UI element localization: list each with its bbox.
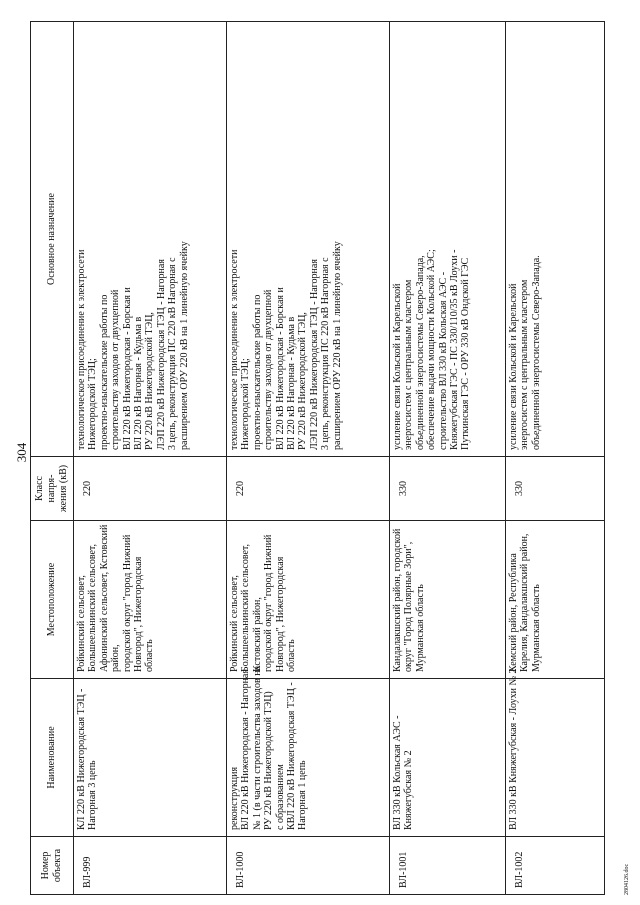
object-name-line: Нагорная 3 цепь: [87, 760, 99, 830]
object-purpose-line: расширением ОРУ 220 кВ на 1 линейную ячейку: [178, 241, 190, 450]
object-purpose-line: 3 цепь, реконструкция ПС 220 кВ Нагорная с: [167, 257, 179, 450]
object-name-line: РУ 220 кВ Нижегородской ТЭЦ): [263, 691, 275, 830]
object-location-line: Ройкинский сельсовет,: [229, 575, 240, 672]
page-number: 304: [14, 442, 29, 463]
object-name-line: реконструкция: [229, 766, 240, 830]
object-purpose-line: ВЛ 220 кВ Нижегородская - Борская и: [121, 287, 133, 450]
object-purpose-line: ВЛ 220 кВ Нагорная - Кудьма в: [133, 316, 145, 450]
object-voltage: 220: [74, 457, 227, 521]
object-location-line: Мурманская область: [414, 584, 426, 672]
header-voltage: Класс напря- жения (кВ): [31, 457, 74, 521]
object-purpose-line: технологическое присоединение к электросети: [229, 249, 240, 450]
object-purpose-line: Путкинская ГЭС - ОРУ 330 кВ Ондской ГЭС: [460, 257, 472, 450]
object-location-line: Карелия, Кандалакшский район,: [519, 533, 531, 672]
table-row: [74, 22, 227, 895]
object-purpose: [506, 22, 605, 457]
object-voltage: 330: [390, 457, 506, 521]
object-purpose-line: расширением ОРУ 220 кВ на 1 линейную ячейку: [331, 241, 343, 450]
object-name-line: Княжегубская № 2: [403, 750, 415, 830]
object-purpose-line: технологическое присоединение к электросети: [76, 249, 87, 450]
object-purpose-line: строительству заходов от двухцепной: [263, 289, 275, 450]
object-location-line: городской округ "город Нижний: [263, 534, 275, 672]
object-purpose-line: 3 цепь, реконструкция ПС 220 кВ Нагорная с: [320, 257, 332, 450]
objects-table: [30, 21, 605, 895]
header-location: Местоположение: [31, 521, 74, 679]
object-purpose-line: усиление связи Кольской и Карельской: [392, 283, 403, 450]
object-purpose-line: ЛЭП 220 кВ Нижегородская ТЭЦ - Нагорная: [308, 259, 320, 450]
object-name-line: с образованием: [274, 764, 286, 830]
object-location-line: городской округ "город Нижний: [121, 534, 133, 672]
object-purpose-line: проектно-изыскательские работы по: [251, 294, 263, 450]
header-purpose: Основное назначение: [31, 22, 74, 457]
object-name-line: ВЛ 220 кВ Нижегородская - Нагорная: [240, 669, 252, 830]
object-number: ВЛ-1001: [390, 837, 506, 895]
object-location-line: район,: [110, 644, 122, 672]
table-row: [506, 22, 605, 895]
object-purpose-line: энергосистем с центральным кластером: [403, 279, 415, 450]
object-location: [74, 521, 227, 679]
object-name: [74, 679, 227, 837]
object-location-line: область: [286, 639, 298, 672]
header-name: Наименование: [31, 679, 74, 837]
object-number: ВЛ-1002: [506, 837, 605, 895]
object-location-line: Кемский район, Республика: [508, 553, 519, 672]
object-purpose: [390, 22, 506, 457]
object-number: ВЛ-1000: [227, 837, 390, 895]
object-location-line: Кстовский район,: [251, 597, 263, 672]
object-purpose-line: строительство ВЛ 330 кВ Кольская АЭС -: [437, 271, 449, 450]
object-purpose-line: Нижегородской ТЭЦ;: [87, 358, 99, 450]
object-location-line: Афонинский сельсовет, Кстовский: [98, 524, 110, 672]
object-purpose-line: РУ 220 кВ Нижегородской ТЭЦ,: [297, 312, 309, 450]
object-location: [390, 521, 506, 679]
object-purpose-line: усиление связи Кольской и Карельской: [508, 283, 519, 450]
object-location-line: Большеельнинский сельсовет,: [87, 543, 99, 672]
object-purpose: [227, 22, 390, 457]
object-number: ВЛ-999: [74, 837, 227, 895]
table-row: [390, 22, 506, 895]
header-number: Номер объекта: [31, 837, 74, 895]
object-name: [227, 665, 390, 837]
object-name-line: ВЛ 330 кВ Княжегубская - Лоухи № 2: [508, 668, 519, 830]
table-row: [227, 22, 390, 895]
object-purpose-line: ВЛ 220 кВ Нагорная - Кудьма в: [286, 316, 298, 450]
object-purpose-line: энергосистем с центральным кластером: [519, 279, 531, 450]
object-voltage: 220: [227, 457, 390, 521]
object-name-line: ВЛ 330 кВ Кольская АЭС -: [392, 715, 403, 830]
object-purpose-line: объединенной энергосистемы Северо-Запада.: [530, 255, 542, 450]
object-location: [227, 521, 390, 679]
object-purpose-line: обеспечение выдачи мощности Кольской АЭС;: [426, 249, 438, 450]
object-location: [506, 521, 605, 679]
object-purpose-line: проектно-изыскательские работы по: [98, 294, 110, 450]
object-location-line: округ "Город Полярные Зори",: [403, 541, 415, 672]
object-purpose-line: строительству заходов от двухцепной: [110, 289, 122, 450]
footer-filename: 2804126.doc: [624, 863, 630, 895]
object-voltage: 330: [506, 457, 605, 521]
table-header-row: [31, 22, 74, 895]
object-purpose-line: РУ 220 кВ Нижегородской ТЭЦ,: [144, 312, 156, 450]
object-location-line: Новгород", Нижегородская: [133, 556, 145, 672]
object-name: [506, 668, 605, 837]
object-purpose-line: ЛЭП 220 кВ Нижегородская ТЭЦ - Нагорная: [155, 259, 167, 450]
object-name-line: КВЛ 220 кВ Нижегородская ТЭЦ -: [286, 682, 298, 830]
object-purpose-line: Нижегородской ТЭЦ;: [240, 358, 252, 450]
object-name-line: КЛ 220 кВ Нижегородская ТЭЦ -: [76, 688, 87, 830]
object-purpose: [74, 22, 227, 457]
object-location-line: Ройкинский сельсовет,: [76, 575, 87, 672]
object-name-line: № 1 (в части строительства заходов на: [251, 665, 263, 830]
object-location-line: область: [144, 639, 156, 672]
object-location-line: Мурманская область: [530, 584, 542, 672]
object-location-line: Кандалакшский район, городской: [392, 528, 403, 672]
object-purpose-line: Княжегубская ГЭС - ПС 330/110/35 кВ Лоухи -: [449, 249, 461, 450]
object-location-line: Новгород", Нижегородская: [274, 556, 286, 672]
object-purpose-line: ВЛ 220 кВ Нижегородская - Борская и: [274, 287, 286, 450]
object-location-line: Большеельнинский сельсовет,: [240, 543, 252, 672]
object-purpose-line: объединенной энергосистемы Северо-Запада,: [414, 255, 426, 450]
object-name: [390, 679, 506, 837]
object-name-line: Нагорная 1 цепь: [297, 760, 309, 830]
